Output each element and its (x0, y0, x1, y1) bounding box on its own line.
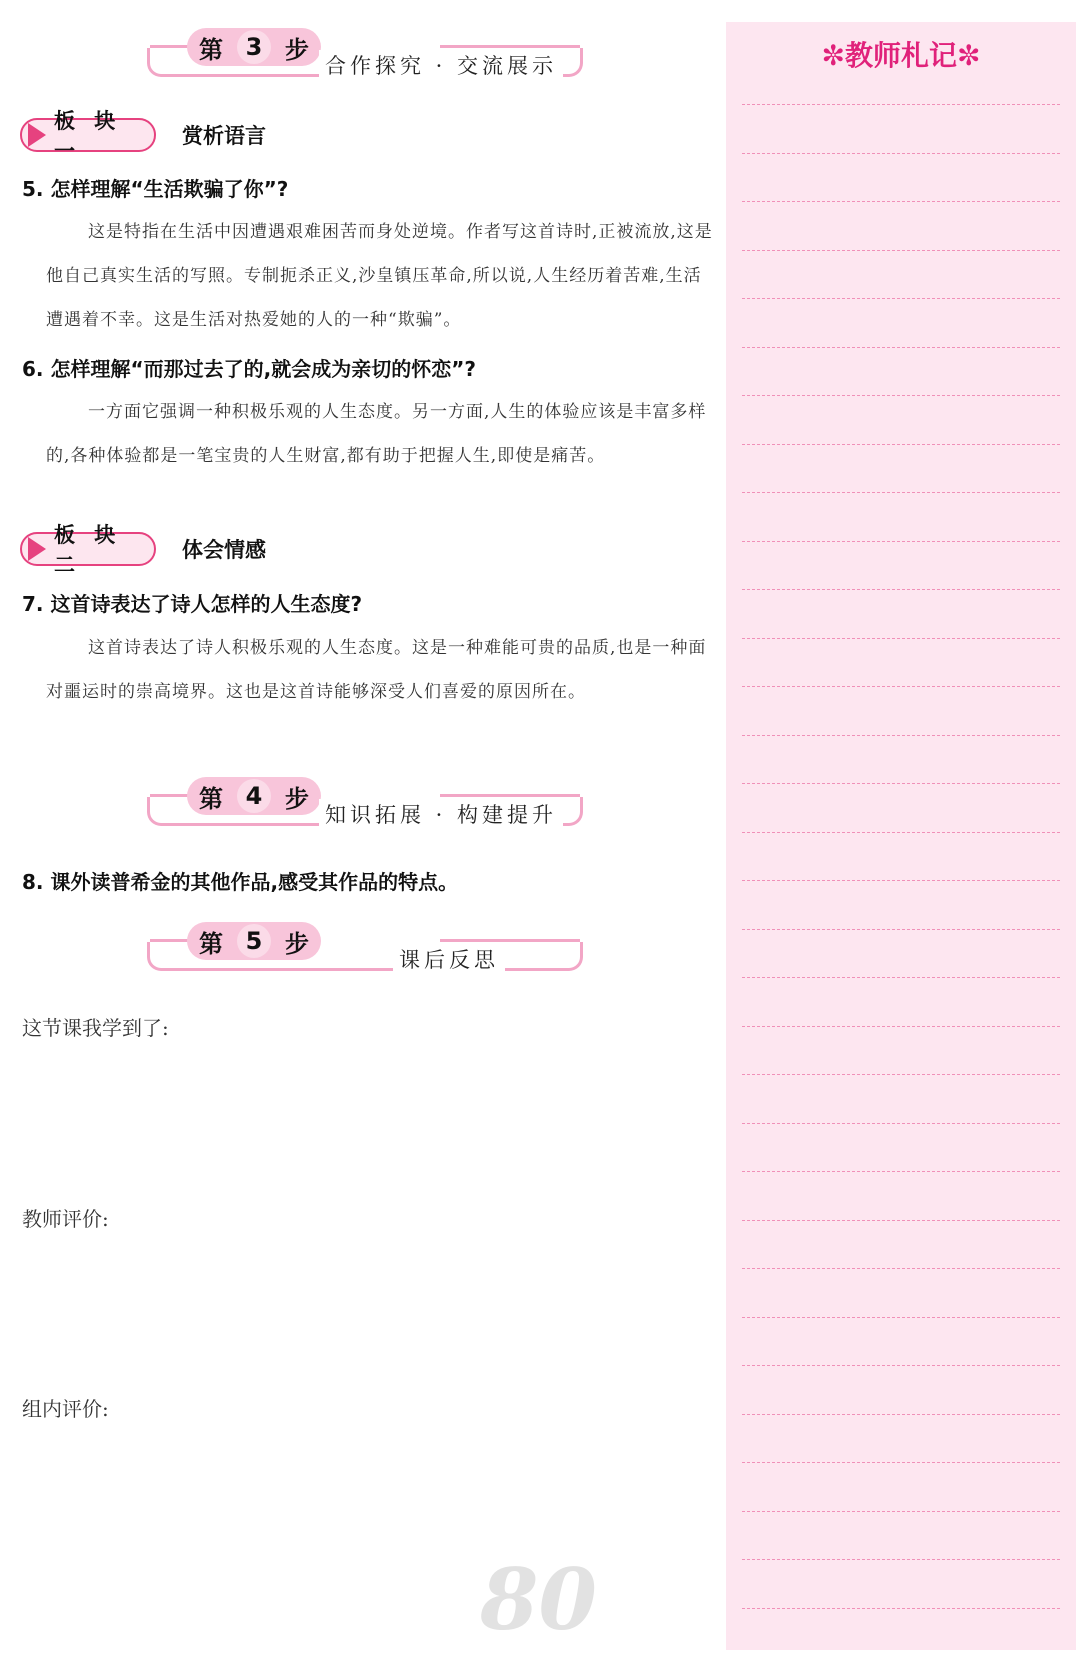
step-prefix: 第 (199, 929, 223, 958)
module-title: 体会情感 (182, 538, 266, 562)
note-ruled-line (742, 347, 1060, 348)
note-ruled-line (742, 1074, 1060, 1075)
step-subtitle: 课后反思 (393, 944, 505, 974)
question-8: 8. 课外读普希金的其他作品,感受其作品的特点。 (22, 870, 459, 894)
learned-label: 这节课我学到了: (22, 1016, 169, 1040)
step-number: 3 (237, 30, 271, 64)
note-ruled-line (742, 832, 1060, 833)
note-ruled-line (742, 444, 1060, 445)
note-ruled-line (742, 492, 1060, 493)
teacher-notes-title: ✼教师札记✼ (821, 39, 981, 72)
teacher-eval-label: 教师评价: (22, 1207, 109, 1231)
note-ruled-line (742, 686, 1060, 687)
note-ruled-line (742, 1462, 1060, 1463)
step-4-header (147, 777, 581, 827)
group-eval-label: 组内评价: (22, 1397, 109, 1421)
question-6: 6. 怎样理解“而那过去了的,就会成为亲切的怀恋”? (22, 357, 476, 381)
note-ruled-line (742, 638, 1060, 639)
note-ruled-line (742, 1365, 1060, 1366)
step-5-header (147, 922, 581, 972)
note-ruled-line (742, 1414, 1060, 1415)
step-prefix: 第 (199, 35, 223, 64)
note-ruled-line (742, 1026, 1060, 1027)
note-ruled-line (742, 1511, 1060, 1512)
step-tab (187, 922, 321, 960)
module-label: 板 块 二 (54, 523, 122, 577)
module-2-header (20, 523, 266, 577)
step-subtitle: 合作探究 · 交流展示 (319, 50, 563, 80)
note-ruled-line (742, 1608, 1060, 1609)
step-number: 4 (237, 779, 271, 813)
question-5: 5. 怎样理解“生活欺骗了你”? (22, 177, 289, 201)
question-7: 7. 这首诗表达了诗人怎样的人生态度? (22, 592, 363, 616)
note-ruled-line (742, 977, 1060, 978)
note-ruled-line (742, 153, 1060, 154)
play-triangle-icon (28, 123, 46, 147)
step-number: 5 (237, 924, 271, 958)
step-subtitle: 知识拓展 · 构建提升 (319, 799, 563, 829)
note-ruled-line (742, 250, 1060, 251)
page-number: 80 (480, 1550, 597, 1649)
note-ruled-line (742, 880, 1060, 881)
note-ruled-line (742, 1559, 1060, 1560)
note-ruled-line (742, 1317, 1060, 1318)
module-title: 赏析语言 (182, 124, 266, 148)
note-ruled-line (742, 783, 1060, 784)
play-triangle-icon (28, 537, 46, 561)
module-label: 板 块 一 (54, 109, 122, 163)
note-ruled-line (742, 298, 1060, 299)
step-3-header (147, 28, 581, 78)
answer-5: 这是特指在生活中因遭遇艰难困苦而身处逆境。作者写这首诗时,正被流放,这是他自己真实生活的写照。专制扼杀正义,沙皇镇压革命,所以说,人生经历着苦难,生活遭遇着不幸。这是生活对热爱她的人的一种“欺骗”。 (46, 222, 713, 330)
note-ruled-line (742, 1220, 1060, 1221)
note-ruled-line (742, 201, 1060, 202)
module-pill (20, 109, 156, 163)
note-ruled-line (742, 929, 1060, 930)
step-tab (187, 28, 321, 66)
module-pill (20, 523, 156, 577)
note-ruled-line (742, 1268, 1060, 1269)
step-prefix: 第 (199, 784, 223, 813)
step-suffix: 步 (285, 784, 309, 813)
note-ruled-line (742, 541, 1060, 542)
answer-7: 这首诗表达了诗人积极乐观的人生态度。这是一种难能可贵的品质,也是一种面对噩运时的崇高境界。这也是这首诗能够深受人们喜爱的原因所在。 (46, 638, 707, 702)
note-ruled-line (742, 589, 1060, 590)
note-ruled-line (742, 104, 1060, 105)
step-suffix: 步 (285, 929, 309, 958)
note-ruled-line (742, 1171, 1060, 1172)
note-ruled-line (742, 735, 1060, 736)
answer-6: 一方面它强调一种积极乐观的人生态度。另一方面,人生的体验应该是丰富多样的,各种体验都是一笔宝贵的人生财富,都有助于把握人生,即使是痛苦。 (46, 402, 707, 466)
note-ruled-line (742, 395, 1060, 396)
note-ruled-line (742, 1123, 1060, 1124)
module-1-header (20, 109, 266, 163)
teacher-notes-panel (726, 22, 1076, 1650)
step-suffix: 步 (285, 35, 309, 64)
step-tab (187, 777, 321, 815)
